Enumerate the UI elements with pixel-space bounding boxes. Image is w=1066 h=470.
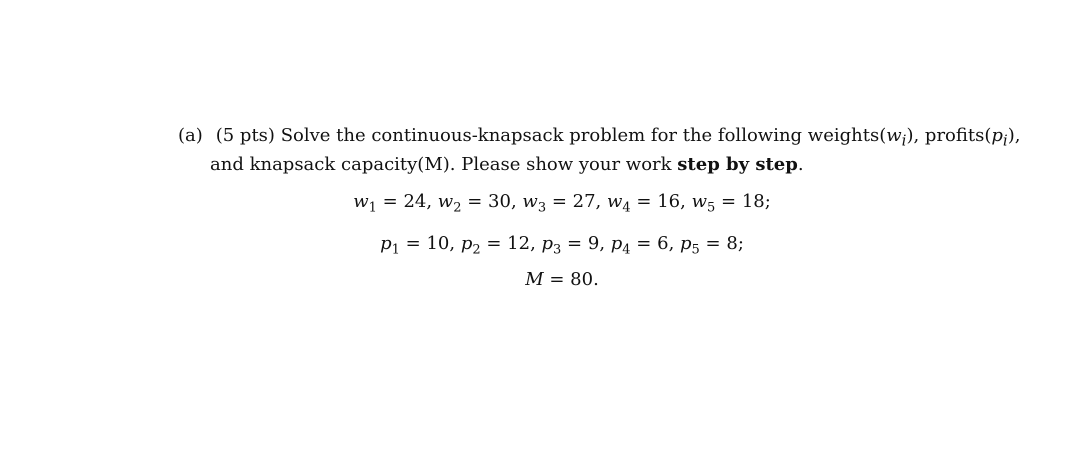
weight-value: 16 (657, 191, 681, 212)
weight-value: 24 (403, 191, 427, 212)
question-line-2 (178, 153, 958, 177)
question-text-4: and knapsack capacity(M). Please show your work (210, 153, 678, 175)
weight-value: 18 (741, 191, 765, 212)
weight-value: 30 (488, 191, 511, 212)
profit-value: 12 (507, 233, 531, 254)
question-text-3: ), (1007, 125, 1021, 146)
profit-value: 9 (587, 233, 600, 254)
weight-symbol: w (886, 125, 902, 146)
profits-equation: $p_1 = 10$, $p_2 = 12$, $p_3 = 9$, $p_4 = 6$, $p_5 = 8$; (380, 233, 744, 258)
profit-subscript: i (1002, 131, 1008, 150)
question-text-1: Solve the continuous-knapsack problem for the following weights( (280, 125, 887, 146)
weights-equation: $w_1 = 24$, $w_2 = 30$, $w_3 = 27$, $w_4 = 16$, $w_5 = 18$; (353, 191, 771, 216)
profit-symbol: p (991, 125, 1003, 146)
capacity-equation: M = 80. (525, 269, 599, 290)
question-label: (a) (178, 125, 203, 146)
question-text-5: . (797, 153, 804, 175)
profit-value: 8 (726, 233, 738, 254)
question-line-1 (178, 124, 1021, 153)
weight-value: 27 (572, 191, 596, 212)
points-text: (5 pts) (215, 125, 275, 146)
question-block (178, 124, 1021, 177)
question-text-2: ), profits( (906, 125, 992, 146)
weight-subscript: i (901, 131, 907, 150)
profit-value: 6 (657, 233, 669, 254)
capacity-value: 80 (570, 269, 594, 290)
step-by-step-text: step by step (677, 153, 798, 175)
profit-value: 10 (426, 233, 450, 254)
